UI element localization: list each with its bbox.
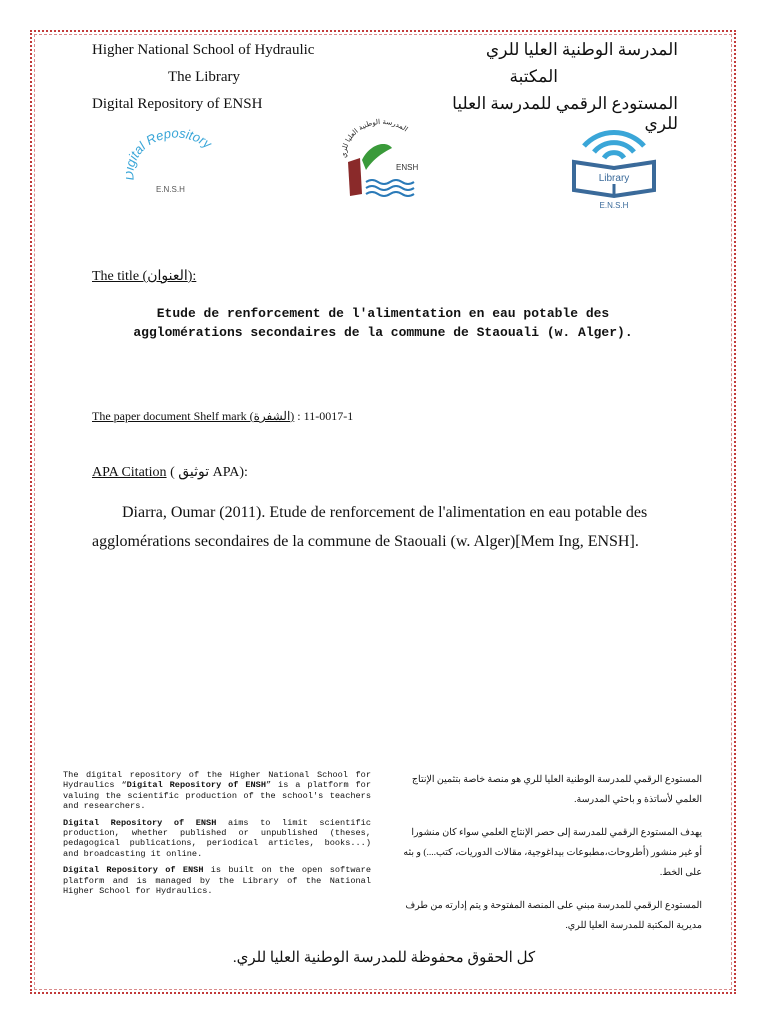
document-title: Etude de renforcement de l'alimentation en eau potable des agglomérations secondaires de la commune de Staouali (w. Alger). <box>133 306 633 340</box>
footer-en-p1-bold: Digital Repository of ENSH <box>126 780 266 791</box>
footer-ar-p3: المستودع الرقمي للمدرسة مبني على المنصة المفتوحة و يتم إدارته من طرف مديرية المكتبة للمدرسة العليا للري. <box>405 901 702 931</box>
footer-ar-p1: المستودع الرقمي للمدرسة الوطنية العليا للري هو منصة خاصة بتثمين الإنتاج العلمي لأساتذة و باحثي المدرسة. <box>411 775 702 805</box>
footer-en-p1-post: ” is a platform for valuing the scientific production of the school's teachers and researchers. <box>63 780 371 812</box>
shelf-mark-label: The paper document Shelf mark (الشفرة) <box>92 409 295 423</box>
emblem-ring-text: المدرسة الوطنية العليا للري <box>340 118 410 159</box>
footer-en-p1 <box>63 770 371 812</box>
header-left <box>92 40 392 121</box>
footer-en-p3-post: is built on the open software platform and is managed by the Library of the National Higher School for Hydraulics. <box>63 865 371 897</box>
header-school-name-ar: المدرسة الوطنية العليا للري <box>485 40 678 59</box>
library-wifi-book-icon <box>562 116 666 210</box>
rights-reserved: كل الحقوق محفوظة للمدرسة الوطنية العليا للري. <box>232 950 536 966</box>
ensh-school-emblem-icon <box>340 118 424 200</box>
shelf-mark-value: : 1-0017-11 <box>294 409 354 423</box>
header-repository: Digital Repository of ENSH <box>92 96 263 112</box>
logo-repository-text: ital Repository <box>126 128 215 163</box>
footer-en-p2 <box>63 818 371 860</box>
shelf-mark <box>92 409 353 424</box>
title-label: The title (العنوان): <box>92 269 197 284</box>
apa-label-tail: ( توثيق APA): <box>166 465 248 480</box>
footer-en-p3 <box>63 865 371 896</box>
apa-citation-label <box>92 464 248 481</box>
header-school-name: Higher National School of Hydraulic <box>92 42 315 58</box>
header-library: The Library <box>168 69 241 85</box>
footer-english <box>63 770 371 902</box>
library-logo-text: Library <box>598 173 630 184</box>
footer-arabic <box>402 770 702 949</box>
svg-text:Digital Repository <box>126 128 216 181</box>
footer-en-p1-pre: The digital repository of the Higher National School for Hydraulics “ <box>63 770 371 791</box>
library-logo-sub: E.N.S.H <box>599 201 629 210</box>
digital-repository-logo <box>126 128 226 198</box>
apa-label-text: APA Citation <box>92 465 167 480</box>
emblem-ensh-text: ENSH <box>396 163 419 172</box>
header-repository-ar: المستودع الرقمي للمدرسة العليا للري <box>452 94 678 133</box>
header-library-ar: المكتبة <box>509 67 558 86</box>
footer-ar-p2: يهدف المستودع الرقمي للمدرسة إلى حصر الإنتاج العلمي سواء كان منشورا أو غير منشور (أطروحات،مطبوعات بيداغوجية، مقالات الدوريات، كتب....) و بثه على الخط. <box>403 828 702 878</box>
footer-en-p3-bold: Digital Repository of ENSH <box>63 865 204 876</box>
apa-citation-text: Diarra, Oumar (2011). Etude de renforcement de l'alimentation en eau potable des agglomérations secondaires de la commune de Staouali (w. Alger)[Mem Ing, ENSH]. <box>92 504 648 550</box>
logo-repository-sub: E.N.S.H <box>156 185 185 194</box>
footer-en-p2-bold: Digital Repository of ENSH <box>63 817 217 828</box>
header-right <box>418 40 678 133</box>
footer-en-p2-post: aims to limit scientific production, whether published or unpublished (theses, pedagogical publications, periodical articles, books...) and broadcasting it online. <box>63 817 371 859</box>
